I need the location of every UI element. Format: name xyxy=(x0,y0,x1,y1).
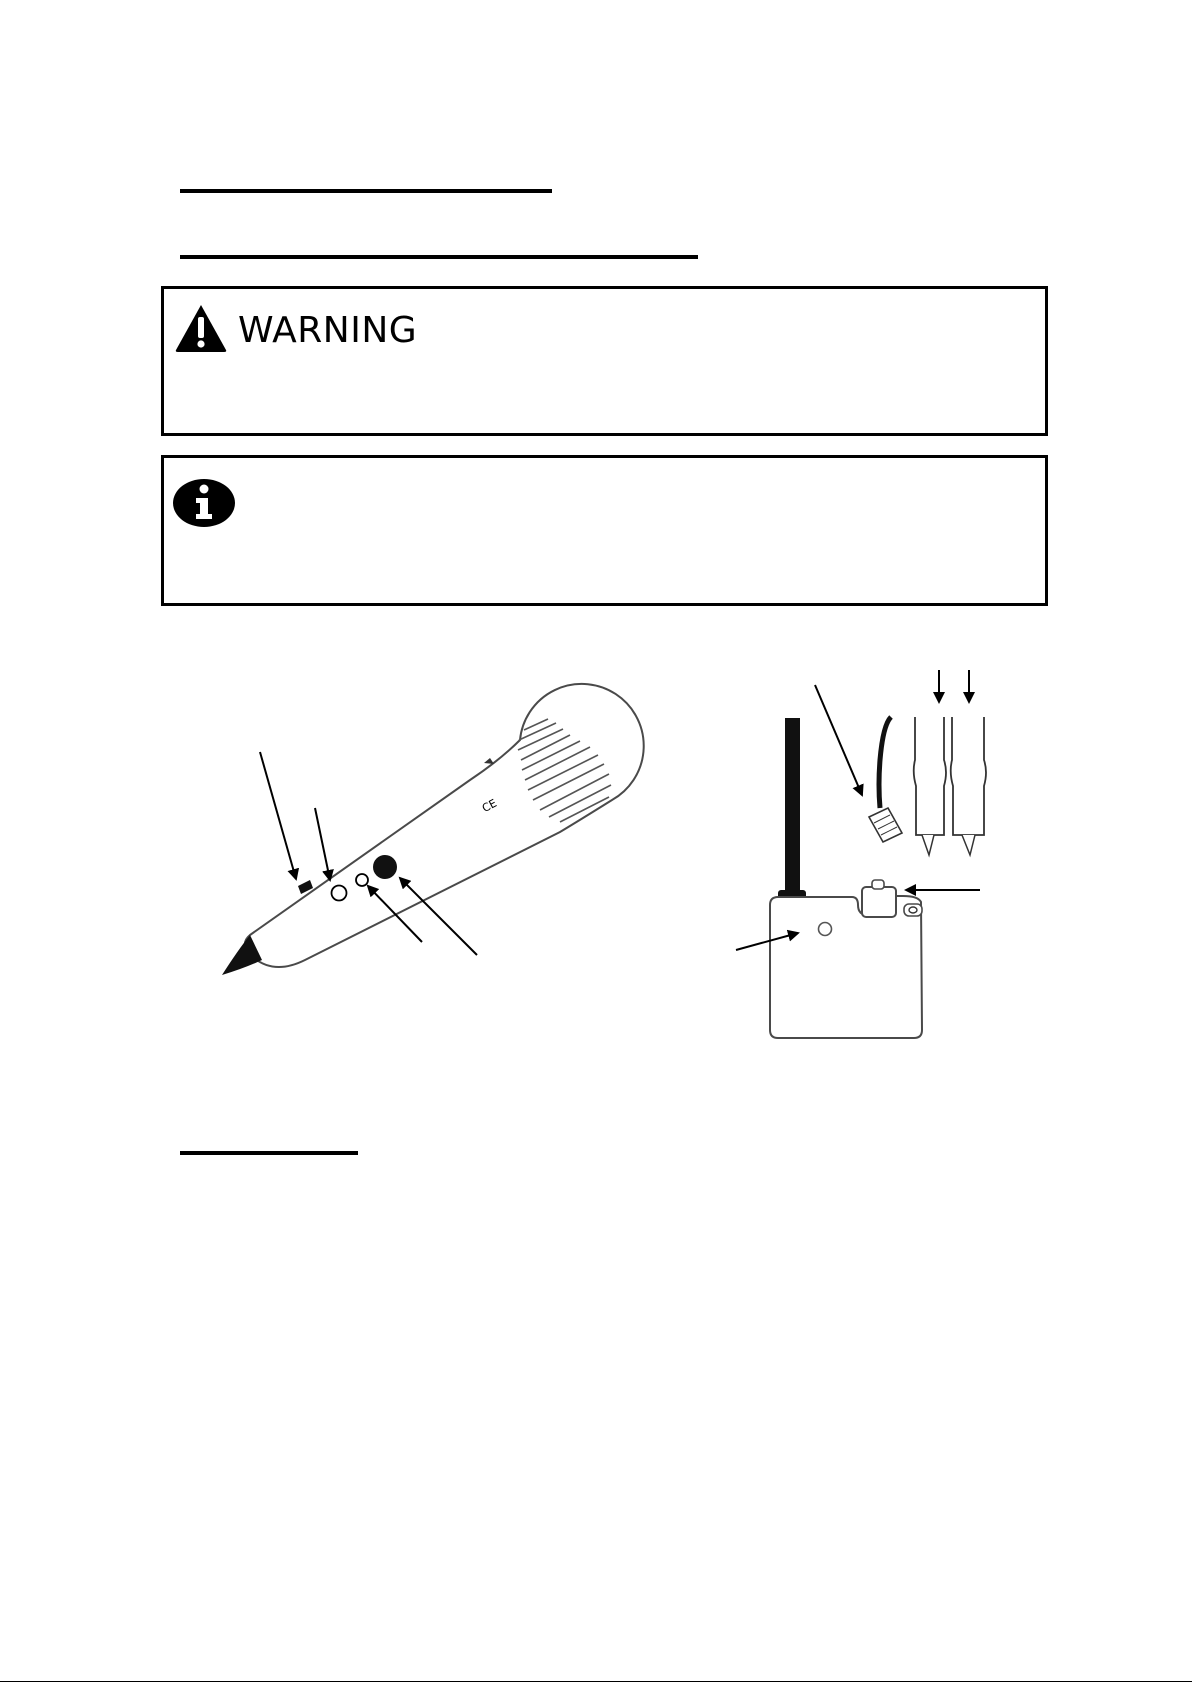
generator-clip-lead-2 xyxy=(951,717,986,835)
probe-ce-mark: CE xyxy=(479,796,499,815)
warning-label: WARNING xyxy=(238,310,418,351)
generator-rj11-lead xyxy=(879,717,891,808)
generator-body xyxy=(770,896,922,1038)
generator-arrow-rj11 xyxy=(815,685,862,795)
generator-clip-lead-1 xyxy=(914,717,946,835)
probe-led-2 xyxy=(356,874,368,886)
probe-body xyxy=(245,684,644,967)
generator-switch xyxy=(862,887,896,917)
probe-arrow-2 xyxy=(315,808,330,880)
heading-underline-3 xyxy=(180,1151,358,1155)
generator-cable xyxy=(785,718,800,898)
probe-led-1 xyxy=(332,886,347,901)
generator-led xyxy=(819,923,832,936)
probe-arrow-1 xyxy=(260,752,296,879)
page-bottom-edge xyxy=(0,1681,1192,1682)
probe-figure xyxy=(222,684,644,975)
tone-generator-figure xyxy=(736,670,986,1038)
probe-push-button xyxy=(373,855,397,879)
